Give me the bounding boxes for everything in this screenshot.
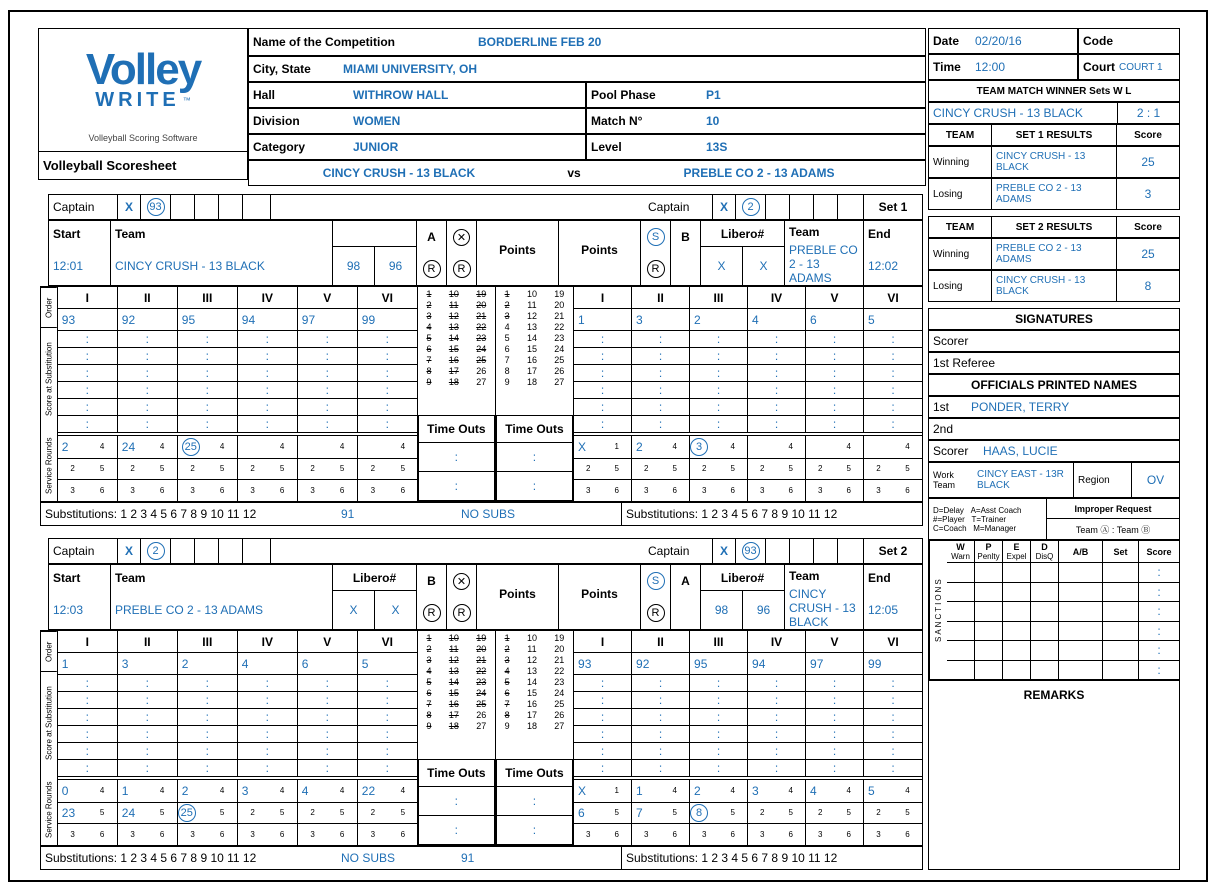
team-a-name[interactable]: CINCY CRUSH - 13 BLACK <box>322 166 476 180</box>
set2-left-order-header: I II III IV V VI <box>58 631 417 653</box>
set2-team-right[interactable]: CINCY CRUSH - 13 BLACK <box>789 587 856 629</box>
set2-r-icon-left[interactable]: R <box>447 597 476 629</box>
set1-libero-right-1[interactable]: X <box>701 247 743 285</box>
set1-timeouts-right[interactable]: : : <box>496 443 573 501</box>
legend-delay: D=Delay A=Asst Coach <box>933 505 1022 515</box>
set2-letter-left: B <box>427 574 436 588</box>
set1-libero-left-2[interactable]: 96 <box>388 259 403 273</box>
set2-right-sub-rows[interactable]: : : : : : : : : : : : : : : : : : : : : : : : : : : : : : : : : : : : : <box>574 675 922 779</box>
set2-libero-label-right: Libero# <box>701 565 784 591</box>
court-label: Court <box>1083 60 1115 74</box>
competition-value[interactable]: BORDERLINE FEB 20 <box>478 35 602 49</box>
set1-winning-team[interactable]: CINCY CRUSH - 13 BLACK <box>991 147 1117 177</box>
legend-coach: C=Coach M=Manager <box>933 523 1017 533</box>
set2-subs-right[interactable]: Substitutions: 1 2 3 4 5 6 7 8 9 10 11 12 <box>621 847 922 869</box>
sanction-col-E: E <box>1013 542 1020 552</box>
official-scorer-label: Scorer <box>933 444 969 458</box>
signatures-title: SIGNATURES <box>1015 312 1093 326</box>
level-cell <box>586 134 926 160</box>
set1-right-players-row[interactable]: 1 3 2 4 6 5 <box>574 309 922 331</box>
set2-team-label-left: Team <box>115 571 146 585</box>
set1-left-order-header: I II III IV V VI <box>58 287 417 309</box>
set1-right-service-rounds[interactable]: X 1 2 4 3 4 4 4 4 2 5 2 5 2 5 2 5 2 5 2 5 3 6 3 6 3 6 3 6 3 6 3 6 <box>574 435 922 501</box>
first-referee-label: 1st Referee <box>933 356 996 370</box>
sanction-col-D-sub: DisQ <box>1035 552 1054 561</box>
set2-blank-right-icon[interactable] <box>671 597 700 629</box>
set1-captain-blank-3[interactable] <box>219 195 243 219</box>
sanction-col-P-sub: Penlty <box>977 552 1000 561</box>
set2-sub-note-left[interactable]: NO SUBS <box>341 851 396 865</box>
set1-losing-score[interactable]: 3 <box>1144 187 1152 201</box>
set1-captain-label-left: Captain <box>53 200 95 214</box>
set2-service-rounds-label-left: Service Rounds <box>44 781 54 839</box>
set1-blank-right-icon[interactable] <box>671 253 700 285</box>
logo-wordmark-write: WRITE <box>95 88 180 111</box>
set2-start-label: Start <box>53 571 81 585</box>
set1-captain-blank-4[interactable] <box>243 195 271 219</box>
set2-winning-score[interactable]: 25 <box>1141 247 1155 261</box>
set2-left-service-rounds[interactable]: 0 4 1 4 2 4 3 4 4 4 22 4 23 5 24 5 25 5 2 5 2 5 2 5 3 6 3 6 3 6 3 6 3 6 3 6 <box>58 779 417 845</box>
set1-service-rounds-label-left: Service Rounds <box>44 437 54 495</box>
sanction-col-E-sub: Expel <box>1006 552 1027 561</box>
sanction-col-set: Set <box>1113 546 1128 557</box>
set1-captain-label-right: Captain <box>648 200 690 214</box>
match-winner-header-text: TEAM MATCH WINNER Sets W L <box>976 85 1132 97</box>
set1-results-title: SET 1 RESULTS <box>991 125 1117 145</box>
sanction-col-W-sub: Warn <box>951 552 970 561</box>
level-label: Level <box>591 140 622 154</box>
time-label: Time <box>933 60 961 74</box>
official-second-label: 2nd <box>933 422 954 436</box>
match-winner-row <box>928 102 1180 124</box>
set2-letter-right: A <box>681 574 690 588</box>
set2-sub-note-right[interactable]: 91 <box>461 851 475 865</box>
set2-right-service-rounds[interactable]: X 1 1 4 2 4 3 4 4 4 5 4 6 5 7 5 8 5 2 5 2 5 2 5 3 6 3 6 3 6 3 6 3 6 3 6 <box>574 779 922 845</box>
set1-captain-blank-6[interactable] <box>790 195 814 219</box>
set1-captain-x-left[interactable]: X <box>117 195 141 219</box>
set1-main-grid <box>40 286 923 502</box>
category-cell <box>248 134 586 160</box>
set2-libero-right-2[interactable]: 96 <box>756 603 771 617</box>
set2-captain-number-left[interactable]: 2 <box>141 539 171 563</box>
competition-label: Name of the Competition <box>253 35 396 49</box>
logo-tm: ™ <box>182 95 191 105</box>
sanctions-rows[interactable]: : : : : : : <box>947 563 1179 679</box>
set1-receive-icon-left[interactable]: R <box>417 253 446 285</box>
set1-captain-blank-2[interactable] <box>195 195 219 219</box>
official-scorer-row <box>928 440 1180 462</box>
set2-team-label-right: Team <box>789 569 820 583</box>
court-value[interactable]: COURT 1 <box>1119 61 1163 73</box>
set1-end-value[interactable]: 12:02 <box>868 259 899 273</box>
set1-sub-note-left[interactable]: 91 <box>341 507 355 521</box>
set1-sub-note-right[interactable]: NO SUBS <box>461 507 516 521</box>
set1-points-grid-left[interactable]: 1 2 3 4 5 6 7 8 9 10 11 12 13 14 15 16 17 18 19 20 21 22 23 24 25 26 27 Time Outs : : <box>418 287 496 501</box>
set1-winning-score[interactable]: 25 <box>1141 155 1155 169</box>
time-cell <box>928 54 1078 80</box>
set2-start-value[interactable]: 12:03 <box>53 603 84 617</box>
set1-libero-left-1[interactable]: 98 <box>333 247 375 285</box>
sanctions-label: SANCTIONS <box>929 541 947 679</box>
set2-winning-label: Winning <box>933 248 970 260</box>
vs-label: vs <box>567 166 581 180</box>
set1-right-sub-rows[interactable]: : : : : : : : : : : : : : : : : : : : : : : : : : : : : : : : : : : : : <box>574 331 922 435</box>
set2-captain-label-right: Captain <box>648 544 690 558</box>
set1-start-label: Start <box>53 227 81 241</box>
official-scorer-value[interactable]: HAAS, LUCIE <box>983 444 1058 458</box>
official-first-row <box>928 396 1180 418</box>
set1-score-col: Score <box>1134 129 1162 141</box>
set1-libero-label-left <box>333 221 416 247</box>
set1-losing-row <box>928 178 1180 210</box>
competition-row <box>248 28 926 56</box>
set2-points-label-right: Points <box>581 587 618 601</box>
match-no-label: Match N° <box>591 114 643 128</box>
set1-libero-right-2[interactable]: X <box>759 259 768 273</box>
match-winner-team[interactable]: CINCY CRUSH - 13 BLACK <box>933 106 1083 120</box>
set2-losing-score[interactable]: 8 <box>1144 279 1152 293</box>
date-label: Date <box>933 34 960 48</box>
set1-letter-right: B <box>681 230 690 244</box>
set2-team-left[interactable]: PREBLE CO 2 - 13 ADAMS <box>115 603 264 617</box>
set1-left-sub-rows[interactable]: : : : : : : : : : : : : : : : : : : : : : : : : : : : : : : : : : : : : <box>58 331 417 435</box>
sanction-col-W: W <box>956 542 965 552</box>
set1-subs-left[interactable]: Substitutions: 1 2 3 4 5 6 7 8 9 10 11 12 <box>45 507 257 521</box>
set1-receive-icon-right[interactable]: R <box>641 253 670 285</box>
set1-team-col: TEAM <box>945 129 975 141</box>
improper-request-title: Improper Request <box>1047 499 1179 519</box>
set2-timeouts-label-left: Time Outs <box>418 759 495 787</box>
set1-libero-label-right: Libero# <box>701 221 784 247</box>
set1-left-players-row[interactable]: 93 92 95 94 97 99 <box>58 309 417 331</box>
sanction-col-D: D <box>1041 542 1048 552</box>
set2-score-col: Score <box>1134 221 1162 233</box>
legend-player: #=Player T=Trainer <box>933 514 1007 524</box>
pool-phase-value[interactable]: P1 <box>706 88 721 102</box>
official-first-label: 1st <box>933 400 950 414</box>
time-value[interactable]: 12:00 <box>975 60 1006 74</box>
set1-end-label: End <box>868 227 891 241</box>
set2-results-header <box>928 216 1180 238</box>
set2-left-sub-rows[interactable]: : : : : : : : : : : : : : : : : : : : : : : : : : : : : : : : : : : : : <box>58 675 417 779</box>
legend-improper-block <box>928 498 1180 540</box>
logo-block <box>38 28 248 180</box>
city-state-label: City, State <box>253 62 311 76</box>
pool-phase-label: Pool Phase <box>591 88 656 102</box>
set1-serve-icon-right[interactable]: S <box>641 221 670 253</box>
set2-timeouts-right[interactable]: : : <box>496 787 573 845</box>
set2-captain-blank-4[interactable] <box>243 539 271 563</box>
set2-captains-bar <box>48 538 923 564</box>
set2-captain-x-left[interactable]: X <box>117 539 141 563</box>
set1-timeouts-label-right: Time Outs <box>496 415 573 443</box>
set2-losing-team[interactable]: CINCY CRUSH - 13 BLACK <box>991 271 1117 301</box>
set1-captain-x-right[interactable]: X <box>712 195 736 219</box>
officials-header <box>928 374 1180 396</box>
scorer-signature-row[interactable] <box>928 330 1180 352</box>
region-label: Region <box>1073 463 1131 497</box>
official-second-row <box>928 418 1180 440</box>
set2-captain-blank-2[interactable] <box>195 539 219 563</box>
set2-captain-blank-5[interactable] <box>766 539 790 563</box>
set1-points-label-right: Points <box>581 243 618 257</box>
set1-captain-blank-1[interactable] <box>171 195 195 219</box>
hall-value[interactable]: WITHROW HALL <box>353 88 449 102</box>
set2-libero-label-left: Libero# <box>333 565 416 591</box>
set2-points-grid-right[interactable]: 1 2 3 4 5 6 7 8 9 10 11 12 13 14 15 16 17 18 19 20 21 22 23 24 25 26 27 Time Outs : : <box>496 631 574 845</box>
division-label: Division <box>253 114 300 128</box>
pool-phase-cell <box>586 82 926 108</box>
set2-captain-blank-6[interactable] <box>790 539 814 563</box>
division-cell <box>248 108 586 134</box>
set2-main-grid <box>40 630 923 846</box>
match-winner-sets[interactable]: 2 : 1 <box>1117 103 1179 123</box>
set2-losing-row <box>928 270 1180 302</box>
sheet-title: Volleyball Scoresheet <box>43 157 177 173</box>
division-value[interactable]: WOMEN <box>353 114 401 128</box>
sanction-col-P: P <box>985 542 992 552</box>
set1-results-header <box>928 124 1180 146</box>
hall-label: Hall <box>253 88 276 102</box>
set2-end-value[interactable]: 12:05 <box>868 603 899 617</box>
remarks-block[interactable] <box>928 680 1180 870</box>
match-winner-header <box>928 80 1180 102</box>
set2-end-label: End <box>868 571 891 585</box>
code-label: Code <box>1083 34 1113 48</box>
set2-captain-x-right[interactable]: X <box>712 539 736 563</box>
set1-score-at-sub-label-left: Score at Substitution <box>41 327 57 431</box>
date-value[interactable]: 02/20/16 <box>975 34 1022 48</box>
city-state-row <box>248 56 926 82</box>
region-value[interactable]: OV <box>1131 463 1179 497</box>
first-referee-signature-row[interactable] <box>928 352 1180 374</box>
set1-captain-blank-8[interactable] <box>838 195 864 219</box>
city-state-value[interactable]: MIAMI UNIVERSITY, OH <box>343 62 478 76</box>
category-label: Category <box>253 140 306 154</box>
set2-serve-x-icon-left[interactable]: ✕ <box>447 565 476 597</box>
set1-winning-label: Winning <box>933 156 970 168</box>
set1-team-right[interactable]: PREBLE CO 2 - 13 ADAMS <box>789 243 858 285</box>
set1-captain-number-right[interactable]: 2 <box>736 195 766 219</box>
work-team-label: Work Team <box>933 470 956 490</box>
level-value[interactable]: 13S <box>706 140 728 154</box>
set2-team-col: TEAM <box>945 221 975 233</box>
set2-subs-footer <box>40 846 923 870</box>
set2-serve-icon-right[interactable]: S <box>641 565 670 597</box>
sanctions-block <box>928 540 1180 680</box>
team-b-name[interactable]: PREBLE CO 2 - 13 ADAMS <box>683 166 835 180</box>
set1-points-label-left: Points <box>499 243 536 257</box>
remarks-title: REMARKS <box>1023 688 1085 702</box>
work-team-row <box>928 462 1180 498</box>
set1-winning-row <box>928 146 1180 178</box>
improper-request-line[interactable]: Team Ⓐ : Team Ⓑ <box>1075 524 1151 535</box>
set1-team-label-left: Team <box>115 227 146 241</box>
date-cell <box>928 28 1078 54</box>
set2-winning-row <box>928 238 1180 270</box>
set1-timeouts-left[interactable]: : : <box>418 443 495 501</box>
set2-results-title: SET 2 RESULTS <box>991 217 1117 237</box>
set1-captains-bar <box>48 194 923 220</box>
set2-captain-label-left: Captain <box>53 544 95 558</box>
set2-winning-team[interactable]: PREBLE CO 2 - 13 ADAMS <box>991 239 1117 269</box>
scorer-signature-label: Scorer <box>933 334 969 348</box>
set2-score-at-sub-label-left: Score at Substitution <box>41 671 57 775</box>
set2-timeouts-left[interactable]: : : <box>418 787 495 845</box>
set1-letter-left: A <box>427 230 436 244</box>
set2-right-order-header: I II III IV V VI <box>574 631 922 653</box>
court-cell <box>1078 54 1180 80</box>
set1-set-label: Set 1 <box>878 200 908 214</box>
logo-tagline: Volleyball Scoring Software <box>88 133 198 143</box>
set1-losing-team[interactable]: PREBLE CO 2 - 13 ADAMS <box>991 179 1117 209</box>
match-no-value[interactable]: 10 <box>706 114 720 128</box>
set2-libero-left-1[interactable]: X <box>333 591 375 629</box>
set2-receive-icon-left[interactable]: R <box>417 597 446 629</box>
set2-receive-icon-right[interactable]: R <box>641 597 670 629</box>
set1-captain-blank-5[interactable] <box>766 195 790 219</box>
official-first-value[interactable]: PONDER, TERRY <box>971 400 1070 414</box>
set2-libero-right-1[interactable]: 98 <box>701 591 743 629</box>
set1-points-grid-right[interactable]: 1 2 3 4 5 6 7 8 9 10 11 12 13 14 15 16 17 18 19 20 21 22 23 24 25 26 27 Time Outs : : <box>496 287 574 501</box>
set2-captain-blank-1[interactable] <box>171 539 195 563</box>
signatures-header <box>928 308 1180 330</box>
set2-team-header <box>48 564 923 630</box>
set2-points-label-left: Points <box>499 587 536 601</box>
set2-right-players-row[interactable]: 93 92 95 94 97 99 <box>574 653 922 675</box>
set1-losing-label: Losing <box>933 188 963 200</box>
work-team-value[interactable]: CINCY EAST - 13R BLACK <box>977 469 1064 491</box>
match-no-cell <box>586 108 926 134</box>
set1-team-label-right: Team <box>789 225 820 239</box>
set2-order-label-left: Order <box>41 631 57 671</box>
set1-team-header <box>48 220 923 286</box>
set2-captain-blank-8[interactable] <box>838 539 864 563</box>
set1-left-service-rounds[interactable]: 2 4 24 4 25 4 4 4 4 2 5 2 5 2 5 2 5 2 5 2 5 3 6 3 6 3 6 3 6 3 6 3 6 <box>58 435 417 501</box>
logo-wordmark-volley: Volley <box>85 44 201 94</box>
set2-points-grid-left[interactable]: 1 2 3 4 5 6 7 8 9 10 11 12 13 14 15 16 17 18 19 20 21 22 23 24 25 26 27 Time Outs : : <box>418 631 496 845</box>
set2-captain-blank-3[interactable] <box>219 539 243 563</box>
set1-timeouts-label-left: Time Outs <box>418 415 495 443</box>
set2-captain-blank-7[interactable] <box>814 539 838 563</box>
set2-captain-number-right[interactable]: 93 <box>736 539 766 563</box>
set1-r-icon-left[interactable]: R <box>447 253 476 285</box>
set1-captain-number-left[interactable]: 93 <box>141 195 171 219</box>
set1-team-left[interactable]: CINCY CRUSH - 13 BLACK <box>115 259 265 273</box>
set2-timeouts-label-right: Time Outs <box>496 759 573 787</box>
officials-title: OFFICIALS PRINTED NAMES <box>970 378 1137 392</box>
set2-subs-left[interactable]: Substitutions: 1 2 3 4 5 6 7 8 9 10 11 12 <box>45 851 257 865</box>
hall-cell <box>248 82 586 108</box>
set1-subs-right[interactable]: Substitutions: 1 2 3 4 5 6 7 8 9 10 11 12 <box>621 503 922 525</box>
set2-set-label: Set 2 <box>878 544 908 558</box>
set1-subs-footer <box>40 502 923 526</box>
set1-right-order-header: I II III IV V VI <box>574 287 922 309</box>
set1-captain-blank-7[interactable] <box>814 195 838 219</box>
set2-left-players-row[interactable]: 1 3 2 4 6 5 <box>58 653 417 675</box>
set1-serve-x-icon-left[interactable]: ✕ <box>447 221 476 253</box>
sanction-col-score: Score <box>1146 546 1172 557</box>
set2-libero-left-2[interactable]: X <box>391 603 400 617</box>
category-value[interactable]: JUNIOR <box>353 140 399 154</box>
set1-order-label-left: Order <box>41 287 57 327</box>
teams-vs-row <box>248 160 926 186</box>
set1-start-value[interactable]: 12:01 <box>53 259 84 273</box>
sanction-col-AB: A/B <box>1072 546 1089 557</box>
code-cell <box>1078 28 1180 54</box>
set2-losing-label: Losing <box>933 280 963 292</box>
